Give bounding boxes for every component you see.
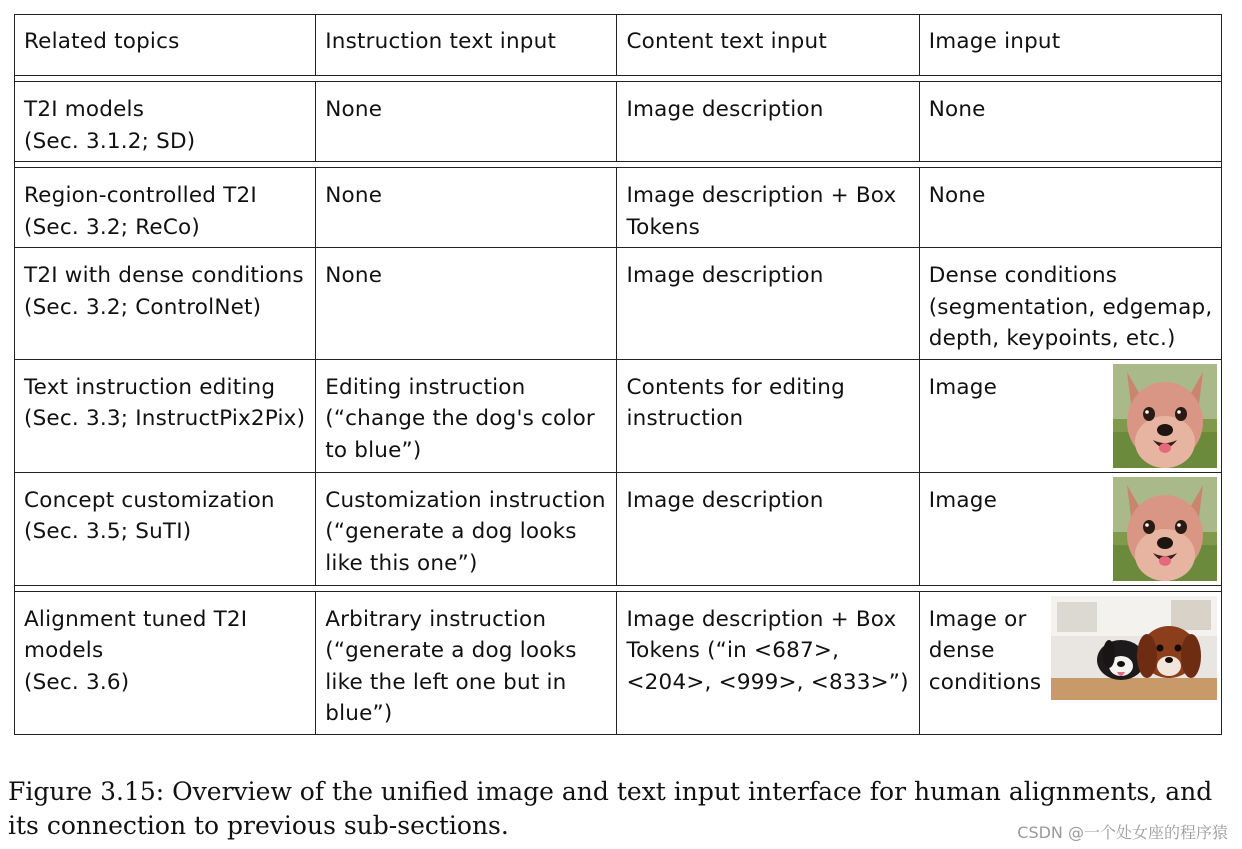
- instruction-cell: None: [316, 82, 617, 162]
- content-cell: Contents for editing instruction: [617, 359, 919, 472]
- topic-name: T2I models: [24, 97, 145, 122]
- topic-name: Concept customization: [24, 487, 275, 513]
- topic-name: Region-controlled T2I: [24, 183, 257, 208]
- topic-name: Alignment tuned T2I models: [24, 606, 248, 663]
- table-row: [15, 591, 1222, 734]
- content-cell: Image description + Box Tokens: [617, 168, 919, 248]
- topic-section: (Sec. 3.2; ReCo): [24, 214, 200, 240]
- two-dogs-at-table-photo: [1051, 596, 1217, 700]
- comparison-table: [14, 14, 1222, 735]
- instruction-cell: Arbitrary instruction (“generate a dog looks like the left one but in blue”): [316, 591, 617, 734]
- image-cell: None: [919, 168, 1221, 248]
- table-row: [15, 168, 1222, 248]
- image-cell-label: Image: [928, 374, 998, 400]
- topic-section: (Sec. 3.1.2; SD): [24, 128, 196, 154]
- content-cell: Image description: [617, 248, 919, 360]
- table-row: [15, 359, 1222, 472]
- image-cell: None: [919, 82, 1221, 162]
- content-cell: Image description + Box Tokens (“in <687>, <204>, <999>, <833>”): [617, 591, 919, 734]
- content-cell: Image description: [617, 472, 919, 585]
- yorkshire-terrier-photo: [1113, 477, 1217, 581]
- content-cell: Image description: [617, 82, 919, 162]
- image-cell-label: Image or dense conditions: [928, 606, 1042, 695]
- image-cell: [919, 591, 1221, 734]
- topic-section: (Sec. 3.5; SuTI): [24, 519, 192, 544]
- topic-section: (Sec. 3.3; InstructPix2Pix): [24, 406, 306, 431]
- topic-cell: [15, 472, 316, 585]
- topic-name: Text instruction editing: [24, 374, 276, 400]
- header-related-topics: Related topics: [15, 15, 316, 76]
- image-cell-label: Image: [928, 487, 998, 513]
- topic-cell: [15, 82, 316, 162]
- header-instruction-text-input: Instruction text input: [316, 15, 617, 76]
- header-image-input: Image input: [919, 15, 1221, 76]
- image-cell: Dense conditions (segmentation, edgemap, depth, keypoints, etc.): [919, 248, 1221, 360]
- yorkshire-terrier-photo: [1113, 364, 1217, 468]
- image-cell: [919, 359, 1221, 472]
- topic-cell: [15, 168, 316, 248]
- topic-section: (Sec. 3.6): [24, 669, 130, 695]
- table-row: [15, 248, 1222, 360]
- table-row: [15, 472, 1222, 585]
- topic-cell: [15, 248, 316, 360]
- topic-cell: [15, 591, 316, 734]
- topic-cell: [15, 359, 316, 472]
- instruction-cell: Editing instruction (“change the dog's color to blue”): [316, 359, 617, 472]
- instruction-cell: None: [316, 168, 617, 248]
- watermark: CSDN @一个处女座的程序猿: [1017, 823, 1228, 842]
- table-header-row: [15, 15, 1222, 76]
- header-content-text-input: Content text input: [617, 15, 919, 76]
- topic-name: T2I with dense conditions: [24, 263, 304, 288]
- topic-section: (Sec. 3.2; ControlNet): [24, 294, 262, 320]
- instruction-cell: None: [316, 248, 617, 360]
- image-cell: [919, 472, 1221, 585]
- figure-caption: Figure 3.15: Overview of the unified image and text input interface for human alignments, and its connection to previous sub-sections.: [8, 777, 1213, 840]
- table-row: [15, 82, 1222, 162]
- instruction-cell: Customization instruction (“generate a dog looks like this one”): [316, 472, 617, 585]
